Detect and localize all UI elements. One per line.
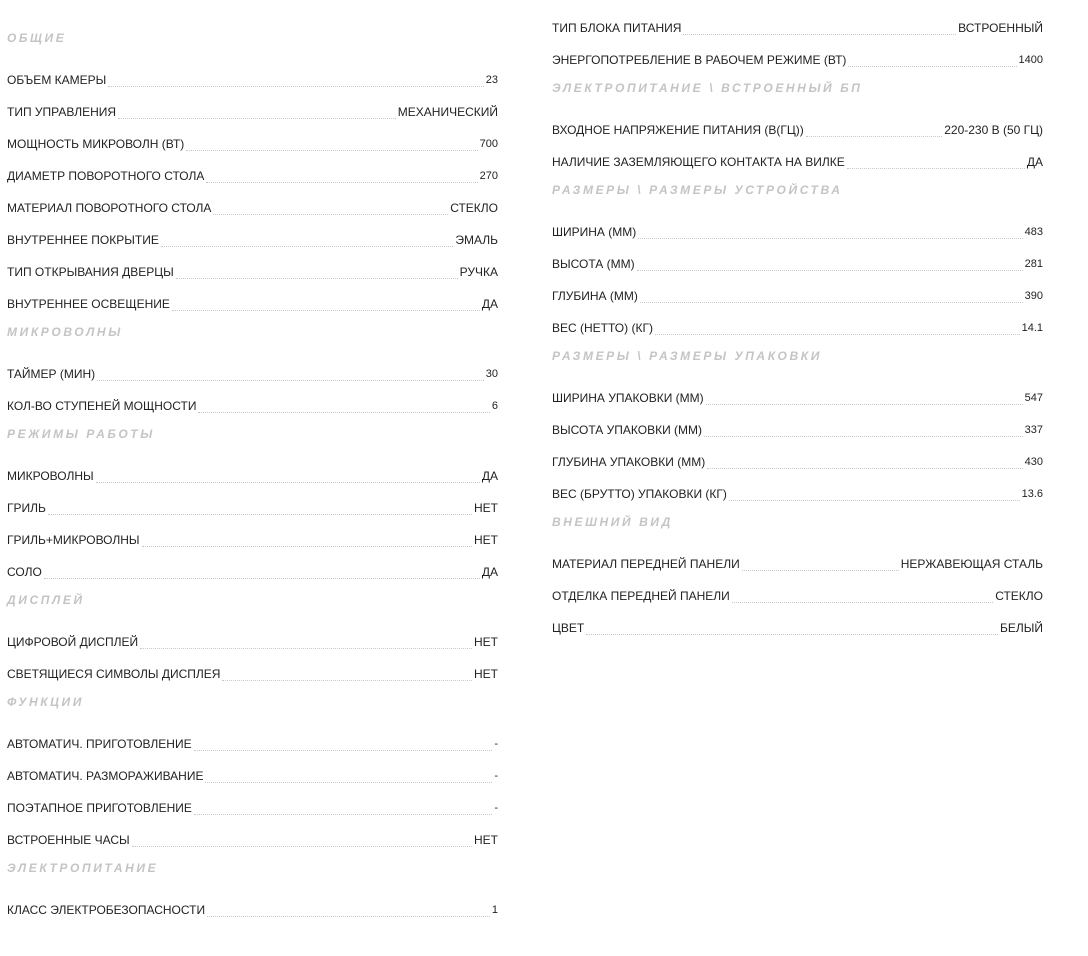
spec-value: МЕХАНИЧЕСКИЙ	[397, 105, 498, 119]
dotted-leader	[108, 85, 483, 87]
spec-row	[7, 453, 498, 485]
spec-value: ВСТРОЕННЫЙ	[958, 21, 1043, 35]
spec-value: 13.6	[1021, 488, 1043, 500]
spec-row	[7, 517, 498, 549]
dotted-leader	[140, 647, 472, 649]
spec-row	[552, 439, 1043, 471]
spec-row	[7, 217, 498, 249]
spec-row	[7, 351, 498, 383]
spec-value: 23	[485, 74, 498, 86]
spec-value: -	[494, 770, 498, 782]
spec-label: ВЫСОТА УПАКОВКИ (ММ)	[552, 423, 703, 437]
spec-value: 220-230 В (50 ГЦ)	[944, 123, 1043, 137]
dotted-leader	[186, 149, 477, 151]
spec-label: ГЛУБИНА УПАКОВКИ (ММ)	[552, 455, 706, 469]
spec-row	[7, 651, 498, 683]
spec-row	[552, 305, 1043, 337]
spec-row	[7, 281, 498, 313]
spec-value: НЕТ	[474, 501, 498, 515]
spec-value: ДА	[481, 469, 498, 483]
spec-value: -	[494, 802, 498, 814]
dotted-leader	[213, 213, 448, 215]
dotted-leader	[207, 915, 490, 917]
spec-label: ШИРИНА (ММ)	[552, 225, 637, 239]
spec-row	[552, 605, 1043, 637]
specs-column-left	[7, 19, 498, 919]
dotted-leader	[222, 679, 472, 681]
spec-value: -	[494, 738, 498, 750]
spec-label: СВЕТЯЩИЕСЯ СИМВОЛЫ ДИСПЛЕЯ	[7, 667, 221, 681]
spec-row	[7, 249, 498, 281]
spec-label: ЦИФРОВОЙ ДИСПЛЕЙ	[7, 635, 139, 649]
section-heading: ЭЛЕКТРОПИТАНИЕ \ ВСТРОЕННЫЙ БП	[552, 81, 863, 95]
spec-label: ТИП ОТКРЫВАНИЯ ДВЕРЦЫ	[7, 265, 174, 279]
spec-value: 700	[479, 138, 498, 150]
spec-row	[7, 185, 498, 217]
spec-row	[552, 107, 1043, 139]
dotted-leader	[707, 467, 1022, 469]
section-heading: ОБЩИЕ	[7, 31, 67, 45]
dotted-leader	[142, 545, 472, 547]
spec-value: ДА	[481, 565, 498, 579]
spec-row	[7, 89, 498, 121]
section-heading: ВНЕШНИЙ ВИД	[552, 515, 673, 529]
spec-label: ПОЭТАПНОЕ ПРИГОТОВЛЕНИЕ	[7, 801, 192, 815]
spec-label: СОЛО	[7, 565, 42, 579]
spec-value: 14.1	[1021, 322, 1043, 334]
spec-value: БЕЛЫЙ	[999, 621, 1043, 635]
spec-label: МОЩНОСТЬ МИКРОВОЛН (ВТ)	[7, 137, 185, 151]
spec-label: ГЛУБИНА (ММ)	[552, 289, 638, 303]
spec-label: ВСТРОЕННЫЕ ЧАСЫ	[7, 833, 130, 847]
spec-label: ТАЙМЕР (МИН)	[7, 367, 96, 381]
dotted-leader	[637, 269, 1023, 271]
spec-label: МАТЕРИАЛ ПЕРЕДНЕЙ ПАНЕЛИ	[552, 557, 740, 571]
spec-label: ШИРИНА УПАКОВКИ (ММ)	[552, 391, 704, 405]
spec-label: ВХОДНОЕ НАПРЯЖЕНИЕ ПИТАНИЯ (В(ГЦ))	[552, 123, 804, 137]
spec-value: СТЕКЛО	[450, 201, 498, 215]
spec-label: ВНУТРЕННЕЕ ПОКРЫТИЕ	[7, 233, 159, 247]
spec-label: КЛАСС ЭЛЕКТРОБЕЗОПАСНОСТИ	[7, 903, 206, 917]
spec-label: МАТЕРИАЛ ПОВОРОТНОГО СТОЛА	[7, 201, 212, 215]
dotted-leader	[205, 781, 492, 783]
spec-value: РУЧКА	[459, 265, 498, 279]
spec-label: ТИП БЛОКА ПИТАНИЯ	[552, 21, 682, 35]
spec-row	[7, 817, 498, 849]
dotted-leader	[194, 813, 492, 815]
spec-value: НЕТ	[474, 635, 498, 649]
spec-label: ВЕС (НЕТТО) (КГ)	[552, 321, 653, 335]
spec-label: КОЛ-ВО СТУПЕНЕЙ МОЩНОСТИ	[7, 399, 197, 413]
section-heading: ДИСПЛЕЙ	[7, 593, 85, 607]
spec-row	[552, 5, 1043, 37]
spec-row	[552, 407, 1043, 439]
spec-value: 430	[1024, 456, 1043, 468]
spec-label: ВНУТРЕННЕЕ ОСВЕЩЕНИЕ	[7, 297, 170, 311]
dotted-leader	[655, 333, 1020, 335]
spec-value: 270	[479, 170, 498, 182]
dotted-leader	[176, 277, 458, 279]
spec-value: 390	[1024, 290, 1043, 302]
spec-row	[7, 121, 498, 153]
dotted-leader	[198, 411, 489, 413]
spec-label: ГРИЛЬ	[7, 501, 46, 515]
spec-label: МИКРОВОЛНЫ	[7, 469, 94, 483]
spec-value: 1400	[1018, 54, 1043, 66]
spec-label: ОТДЕЛКА ПЕРЕДНЕЙ ПАНЕЛИ	[552, 589, 730, 603]
spec-label: АВТОМАТИЧ. РАЗМОРАЖИВАНИЕ	[7, 769, 204, 783]
dotted-leader	[118, 117, 396, 119]
spec-label: НАЛИЧИЕ ЗАЗЕМЛЯЮЩЕГО КОНТАКТА НА ВИЛКЕ	[552, 155, 845, 169]
spec-row	[552, 573, 1043, 605]
spec-value: ДА	[1026, 155, 1043, 169]
spec-value: 6	[491, 400, 498, 412]
spec-row	[552, 273, 1043, 305]
spec-row	[552, 375, 1043, 407]
spec-row	[7, 549, 498, 581]
spec-value: НЕРЖАВЕЮЩАЯ СТАЛЬ	[900, 557, 1043, 571]
section-heading: МИКРОВОЛНЫ	[7, 325, 123, 339]
dotted-leader	[638, 237, 1022, 239]
spec-row	[552, 37, 1043, 69]
spec-row	[7, 57, 498, 89]
spec-row	[7, 721, 498, 753]
dotted-leader	[742, 569, 899, 571]
spec-row	[552, 241, 1043, 273]
spec-label: ЦВЕТ	[552, 621, 585, 635]
dotted-leader	[97, 379, 484, 381]
spec-value: 30	[485, 368, 498, 380]
dotted-leader	[172, 309, 480, 311]
spec-row	[7, 887, 498, 919]
spec-label: ТИП УПРАВЛЕНИЯ	[7, 105, 117, 119]
spec-row	[7, 785, 498, 817]
spec-row	[552, 209, 1043, 241]
section-heading: РАЗМЕРЫ \ РАЗМЕРЫ УПАКОВКИ	[552, 349, 822, 363]
dotted-leader	[194, 749, 493, 751]
dotted-leader	[704, 435, 1023, 437]
spec-label: ДИАМЕТР ПОВОРОТНОГО СТОЛА	[7, 169, 205, 183]
section-heading: РЕЖИМЫ РАБОТЫ	[7, 427, 155, 441]
dotted-leader	[806, 135, 942, 137]
spec-value: 483	[1024, 226, 1043, 238]
dotted-leader	[848, 65, 1016, 67]
section-heading: РАЗМЕРЫ \ РАЗМЕРЫ УСТРОЙСТВА	[552, 183, 843, 197]
dotted-leader	[732, 601, 993, 603]
dotted-leader	[206, 181, 477, 183]
dotted-leader	[44, 577, 480, 579]
specs-column-right	[552, 5, 1043, 637]
spec-row	[7, 485, 498, 517]
spec-label: ЭНЕРГОПОТРЕБЛЕНИЕ В РАБОЧЕМ РЕЖИМЕ (ВТ)	[552, 53, 847, 67]
dotted-leader	[48, 513, 472, 515]
section-heading: ЭЛЕКТРОПИТАНИЕ	[7, 861, 159, 875]
spec-value: ДА	[481, 297, 498, 311]
spec-value: 1	[491, 904, 498, 916]
spec-value: НЕТ	[474, 667, 498, 681]
dotted-leader	[132, 845, 472, 847]
spec-label: АВТОМАТИЧ. ПРИГОТОВЛЕНИЕ	[7, 737, 192, 751]
dotted-leader	[640, 301, 1023, 303]
dotted-leader	[683, 33, 956, 35]
spec-row	[7, 753, 498, 785]
spec-row	[7, 153, 498, 185]
spec-row	[552, 471, 1043, 503]
spec-label: ВЫСОТА (ММ)	[552, 257, 635, 271]
spec-row	[552, 139, 1043, 171]
spec-label: ГРИЛЬ+МИКРОВОЛНЫ	[7, 533, 140, 547]
spec-value: 281	[1024, 258, 1043, 270]
dotted-leader	[847, 167, 1025, 169]
spec-value: 337	[1024, 424, 1043, 436]
spec-row	[7, 619, 498, 651]
spec-row	[552, 541, 1043, 573]
spec-row	[7, 383, 498, 415]
spec-label: ВЕС (БРУТТО) УПАКОВКИ (КГ)	[552, 487, 727, 501]
dotted-leader	[96, 481, 480, 483]
section-heading: ФУНКЦИИ	[7, 695, 84, 709]
spec-value: СТЕКЛО	[995, 589, 1043, 603]
dotted-leader	[729, 499, 1020, 501]
spec-value: НЕТ	[474, 533, 498, 547]
dotted-leader	[161, 245, 454, 247]
spec-value: ЭМАЛЬ	[455, 233, 498, 247]
spec-value: 547	[1024, 392, 1043, 404]
spec-value: НЕТ	[474, 833, 498, 847]
dotted-leader	[706, 403, 1023, 405]
spec-label: ОБЪЕМ КАМЕРЫ	[7, 73, 107, 87]
dotted-leader	[586, 633, 998, 635]
